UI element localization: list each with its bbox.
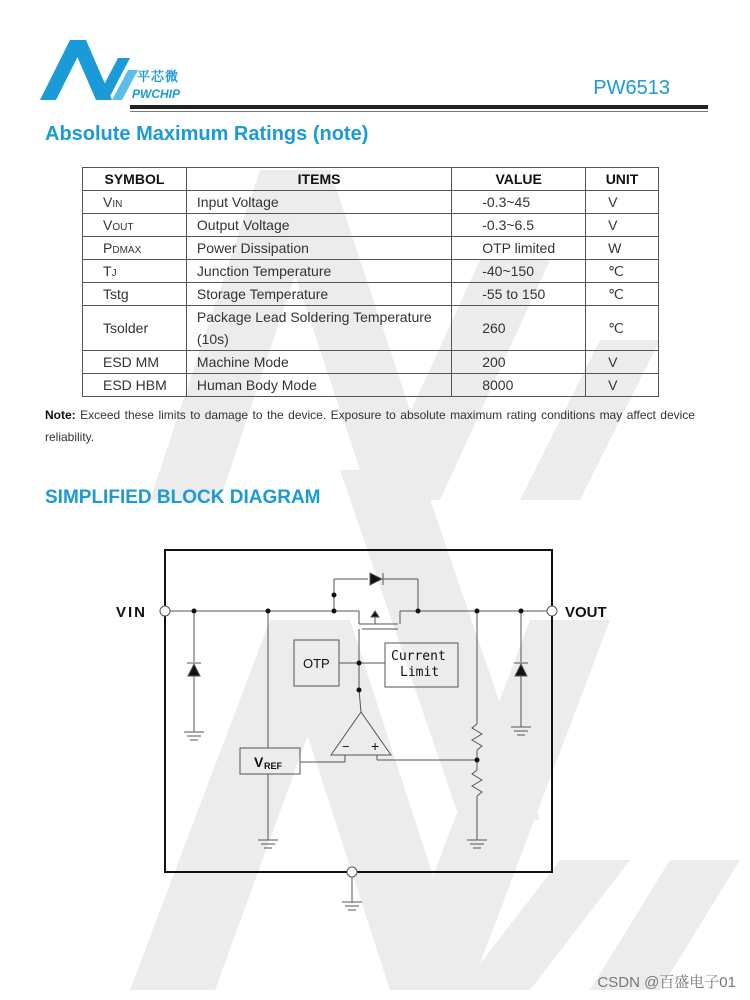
unit-cell: V: [586, 214, 659, 237]
gnd-terminal: [347, 867, 357, 877]
symbol-cell: Tstg: [83, 283, 187, 306]
block-diagram: [0, 530, 750, 920]
symbol-sub: OUT: [112, 222, 134, 233]
note-text: Exceed these limits to damage to the device. Exposure to absolute maximum rating conditions may affect device reliability.: [45, 408, 695, 444]
table-header-row: [83, 168, 659, 191]
value-cell: 8000: [452, 374, 586, 397]
symbol-main: V: [103, 217, 113, 233]
section-title-block-diagram: SIMPLIFIED BLOCK DIAGRAM: [45, 487, 321, 508]
upper-resistor: [472, 724, 482, 750]
ratings-note: [45, 404, 695, 448]
item-cell: Storage Temperature: [186, 283, 451, 306]
column-header: ITEMS: [186, 168, 451, 191]
vref-label-main: V: [254, 754, 264, 770]
vout-label: VOUT: [565, 604, 607, 621]
table-row: [83, 351, 659, 374]
unit-cell: V: [586, 351, 659, 374]
current-limit-label-1: Current: [391, 649, 446, 664]
value-cell: OTP limited: [452, 237, 586, 260]
logo-english-name: PWCHIP: [132, 87, 180, 101]
value-cell: -40~150: [452, 260, 586, 283]
column-header: UNIT: [586, 168, 659, 191]
header-rule: [130, 105, 708, 109]
body-diode: [370, 573, 382, 585]
ic-outline: [165, 550, 552, 872]
output-diode: [515, 664, 527, 676]
table-row: [83, 214, 659, 237]
symbol-cell: [83, 237, 187, 260]
symbol-cell: [83, 214, 187, 237]
unit-cell: W: [586, 237, 659, 260]
vin-label: VIN: [116, 604, 148, 621]
vref-label-sub: REF: [264, 761, 282, 771]
lower-resistor: [472, 770, 482, 796]
current-limit-label-2: Limit: [400, 665, 440, 680]
input-diode: [188, 664, 200, 676]
part-number: PW6513: [593, 77, 670, 99]
item-cell: Human Body Mode: [186, 374, 451, 397]
value-cell: -0.3~6.5: [452, 214, 586, 237]
symbol-main: V: [103, 194, 113, 210]
otp-label: OTP: [303, 656, 330, 671]
symbol-cell: [83, 191, 187, 214]
vout-terminal: [547, 606, 557, 616]
table-row: [83, 306, 659, 351]
column-header: VALUE: [452, 168, 586, 191]
item-cell: Machine Mode: [186, 351, 451, 374]
section-title-absolute-max: Absolute Maximum Ratings (note): [45, 123, 369, 145]
table-row: [83, 374, 659, 397]
table-row: [83, 260, 659, 283]
symbol-cell: Tsolder: [83, 306, 187, 351]
csdn-credit: CSDN @百盛电子01: [597, 974, 736, 991]
symbol-cell: ESD MM: [83, 351, 187, 374]
symbol-cell: ESD HBM: [83, 374, 187, 397]
item-cell: Output Voltage: [186, 214, 451, 237]
header-rule-thin: [130, 111, 708, 112]
item-cell: Power Dissipation: [186, 237, 451, 260]
value-cell: -55 to 150: [452, 283, 586, 306]
symbol-main: P: [103, 240, 113, 256]
table-row: [83, 237, 659, 260]
value-cell: 200: [452, 351, 586, 374]
item-cell: Input Voltage: [186, 191, 451, 214]
symbol-main: T: [103, 263, 112, 279]
item-cell: Package Lead Soldering Temperature (10s): [186, 306, 451, 351]
ratings-table: [82, 167, 659, 397]
opamp-plus: +: [371, 738, 380, 754]
opamp-minus: −: [342, 739, 350, 754]
vin-terminal: [160, 606, 170, 616]
table-row: [83, 191, 659, 214]
symbol-sub: IN: [112, 199, 123, 210]
value-cell: -0.3~45: [452, 191, 586, 214]
unit-cell: ℃: [586, 306, 659, 351]
unit-cell: ℃: [586, 260, 659, 283]
value-cell: 260: [452, 306, 586, 351]
error-amplifier: [331, 712, 391, 755]
symbol-sub: J: [111, 268, 117, 279]
unit-cell: V: [586, 191, 659, 214]
table-row: [83, 283, 659, 306]
column-header: SYMBOL: [83, 168, 187, 191]
symbol-sub: DMAX: [112, 245, 142, 256]
item-cell: Junction Temperature: [186, 260, 451, 283]
symbol-cell: [83, 260, 187, 283]
unit-cell: ℃: [586, 283, 659, 306]
logo-chinese-name: 平芯微: [137, 69, 180, 84]
note-label: Note:: [45, 408, 76, 422]
unit-cell: V: [586, 374, 659, 397]
